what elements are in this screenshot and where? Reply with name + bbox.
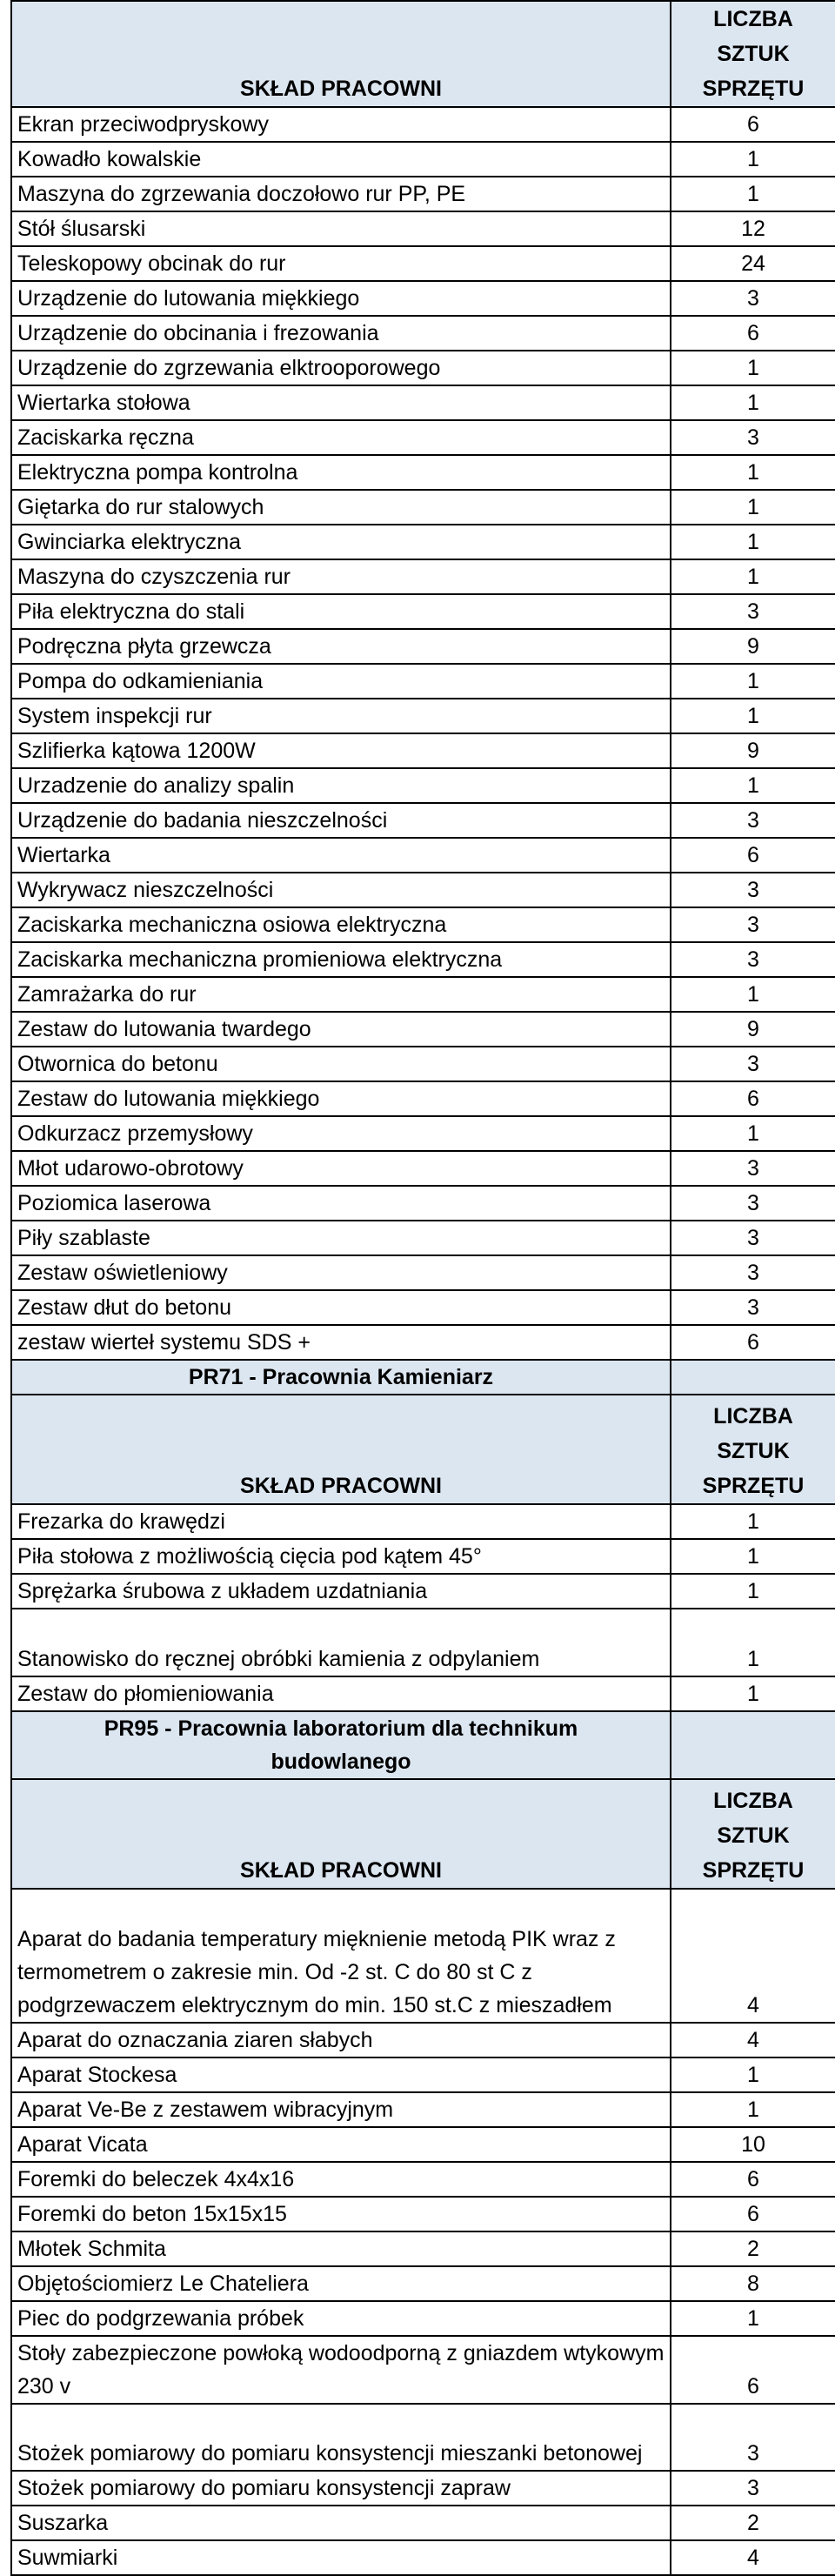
table-row — [11, 351, 835, 385]
table-row — [11, 907, 835, 942]
equipment-name: Urzadzenie do analizy spalin — [11, 768, 671, 803]
equipment-name: Maszyna do czyszczenia rur — [11, 559, 671, 594]
equipment-count: 3 — [671, 1186, 835, 1221]
table-row — [11, 1116, 835, 1151]
equipment-name: Urządzenie do badania nieszczelności — [11, 803, 671, 838]
equipment-count: 3 — [671, 873, 835, 907]
equipment-name: Ekran przeciwodpryskowy — [11, 107, 671, 142]
equipment-count: 3 — [671, 594, 835, 629]
equipment-name: Kowadło kowalskie — [11, 142, 671, 177]
equipment-count: 1 — [671, 1504, 835, 1539]
equipment-name: Zestaw dłut do betonu — [11, 1290, 671, 1325]
table-row — [11, 316, 835, 351]
equipment-name: System inspekcji rur — [11, 699, 671, 733]
table-row — [11, 490, 835, 525]
table-row — [11, 768, 835, 803]
header-count — [671, 1395, 835, 1504]
equipment-count: 1 — [671, 1609, 835, 1676]
equipment-count: 1 — [671, 142, 835, 177]
equipment-count: 1 — [671, 2301, 835, 2336]
equipment-count: 1 — [671, 2057, 835, 2092]
equipment-count: 4 — [671, 2540, 835, 2575]
header-count-line: SPRZĘTU — [702, 1474, 805, 1498]
table-row — [11, 246, 835, 281]
table-row — [11, 1290, 835, 1325]
table-row — [11, 1609, 835, 1676]
table-row — [11, 2197, 835, 2231]
equipment-name: Stół ślusarski — [11, 211, 671, 246]
table-row — [11, 2266, 835, 2301]
table-row — [11, 664, 835, 699]
equipment-name: Wiertarka — [11, 838, 671, 873]
table-row — [11, 177, 835, 211]
equipment-name: Podręczna płyta grzewcza — [11, 629, 671, 664]
table-row — [11, 2231, 835, 2266]
table-row — [11, 977, 835, 1012]
table-row — [11, 2092, 835, 2127]
equipment-name: Urządzenie do obcinania i frezowania — [11, 316, 671, 351]
table-row — [11, 2336, 835, 2404]
equipment-name: Zaciskarka mechaniczna promieniowa elektryczna — [11, 942, 671, 977]
equipment-name: Odkurzacz przemysłowy — [11, 1116, 671, 1151]
table-row — [11, 873, 835, 907]
equipment-name: Piły szablaste — [11, 1221, 671, 1255]
table-row — [11, 1012, 835, 1047]
header-count-line: LICZBA — [713, 1404, 793, 1429]
equipment-count: 24 — [671, 246, 835, 281]
equipment-name: Urządzenie do zgrzewania elktrooporowego — [11, 351, 671, 385]
equipment-count: 1 — [671, 977, 835, 1012]
header-row — [11, 1779, 835, 1889]
table-row — [11, 525, 835, 559]
equipment-count: 6 — [671, 2336, 835, 2404]
table-row — [11, 1047, 835, 1081]
table-row — [11, 2506, 835, 2540]
equipment-name: Wiertarka stołowa — [11, 385, 671, 420]
equipment-name: Foremki do beton 15x15x15 — [11, 2197, 671, 2231]
equipment-count: 3 — [671, 2404, 835, 2471]
equipment-count: 1 — [671, 1574, 835, 1609]
equipment-count: 3 — [671, 942, 835, 977]
table-row — [11, 1676, 835, 1711]
equipment-count: 1 — [671, 699, 835, 733]
header-row — [11, 1, 835, 107]
equipment-count: 6 — [671, 1325, 835, 1360]
equipment-name: Wykrywacz nieszczelności — [11, 873, 671, 907]
equipment-count: 1 — [671, 1676, 835, 1711]
equipment-name: Suwmiarki — [11, 2540, 671, 2575]
equipment-name: Foremki do beleczek 4x4x16 — [11, 2162, 671, 2197]
equipment-count: 1 — [671, 455, 835, 490]
table-row — [11, 2540, 835, 2575]
table-row — [11, 629, 835, 664]
table-row — [11, 1889, 835, 2023]
equipment-name: Otwornica do betonu — [11, 1047, 671, 1081]
equipment-name: Zestaw do lutowania twardego — [11, 1012, 671, 1047]
table-row — [11, 2023, 835, 2057]
table-row — [11, 142, 835, 177]
header-composition: SKŁAD PRACOWNI — [11, 1, 671, 107]
equipment-count: 12 — [671, 211, 835, 246]
equipment-name: Aparat Stockesa — [11, 2057, 671, 2092]
table-row — [11, 2471, 835, 2506]
header-composition: SKŁAD PRACOWNI — [11, 1779, 671, 1889]
table-row — [11, 1504, 835, 1539]
equipment-count: 3 — [671, 907, 835, 942]
equipment-name: Teleskopowy obcinak do rur — [11, 246, 671, 281]
header-count-line: SPRZĘTU — [702, 1858, 805, 1883]
equipment-name: Zestaw do lutowania miękkiego — [11, 1081, 671, 1116]
section-title-empty — [671, 1711, 835, 1779]
equipment-count: 1 — [671, 559, 835, 594]
equipment-name: Aparat do badania temperatury mięknienie metodą PIK wraz z termometrem o zakresie min. Od -2 st. C do 80 st C z podgrzewaczem elektrycznym do min. 150 st.C z mieszadłem — [11, 1889, 671, 2023]
equipment-count: 3 — [671, 420, 835, 455]
equipment-name: Młot udarowo-obrotowy — [11, 1151, 671, 1186]
header-count — [671, 1, 835, 107]
table-row — [11, 2162, 835, 2197]
equipment-name: Elektryczna pompa kontrolna — [11, 455, 671, 490]
table-row — [11, 1255, 835, 1290]
table-row — [11, 1186, 835, 1221]
equipment-count: 1 — [671, 490, 835, 525]
equipment-count: 3 — [671, 1151, 835, 1186]
table-row — [11, 455, 835, 490]
table-row — [11, 107, 835, 142]
equipment-name: Poziomica laserowa — [11, 1186, 671, 1221]
table-row — [11, 594, 835, 629]
equipment-name: Szlifierka kątowa 1200W — [11, 733, 671, 768]
equipment-count: 3 — [671, 1221, 835, 1255]
equipment-count: 6 — [671, 838, 835, 873]
equipment-count: 1 — [671, 1116, 835, 1151]
header-count-line: SZTUK — [717, 42, 790, 66]
table-row — [11, 211, 835, 246]
equipment-count: 2 — [671, 2231, 835, 2266]
table-row — [11, 1539, 835, 1574]
table-row — [11, 559, 835, 594]
equipment-count: 6 — [671, 2162, 835, 2197]
table-row — [11, 2057, 835, 2092]
header-count-line: LICZBA — [713, 1789, 793, 1813]
equipment-name: Maszyna do zgrzewania doczołowo rur PP, PE — [11, 177, 671, 211]
table-row — [11, 803, 835, 838]
equipment-name: Aparat Vicata — [11, 2127, 671, 2162]
equipment-name: Zamrażarka do rur — [11, 977, 671, 1012]
header-count-line: SZTUK — [717, 1439, 790, 1463]
equipment-count: 1 — [671, 1539, 835, 1574]
equipment-count: 6 — [671, 316, 835, 351]
equipment-count: 1 — [671, 525, 835, 559]
section-title: PR95 - Pracownia laboratorium dla technikum budowlanego — [11, 1711, 671, 1779]
equipment-count: 8 — [671, 2266, 835, 2301]
header-count — [671, 1779, 835, 1889]
table-row — [11, 1151, 835, 1186]
section-title-empty — [671, 1360, 835, 1395]
equipment-name: Stożek pomiarowy do pomiaru konsystencji zapraw — [11, 2471, 671, 2506]
equipment-name: Pompa do odkamieniania — [11, 664, 671, 699]
equipment-name: Zaciskarka ręczna — [11, 420, 671, 455]
header-count-line: SPRZĘTU — [702, 77, 805, 101]
header-composition: SKŁAD PRACOWNI — [11, 1395, 671, 1504]
table-row — [11, 1325, 835, 1360]
equipment-count: 3 — [671, 2471, 835, 2506]
equipment-name: Piła elektryczna do stali — [11, 594, 671, 629]
equipment-name: Objętościomierz Le Chateliera — [11, 2266, 671, 2301]
equipment-count: 1 — [671, 664, 835, 699]
equipment-name: Gwinciarka elektryczna — [11, 525, 671, 559]
equipment-count: 6 — [671, 2197, 835, 2231]
equipment-count: 4 — [671, 1889, 835, 2023]
table-row — [11, 2404, 835, 2471]
table-row — [11, 838, 835, 873]
equipment-count: 4 — [671, 2023, 835, 2057]
table-row — [11, 1081, 835, 1116]
equipment-name: Zestaw oświetleniowy — [11, 1255, 671, 1290]
equipment-count: 3 — [671, 1047, 835, 1081]
table-row — [11, 1574, 835, 1609]
equipment-count: 6 — [671, 1081, 835, 1116]
equipment-table — [10, 0, 835, 2576]
table-row — [11, 699, 835, 733]
equipment-name: Stożek pomiarowy do pomiaru konsystencji mieszanki betonowej — [11, 2404, 671, 2471]
equipment-name: Urządzenie do lutowania miękkiego — [11, 281, 671, 316]
table-row — [11, 420, 835, 455]
equipment-name: Suszarka — [11, 2506, 671, 2540]
table-row — [11, 942, 835, 977]
equipment-count: 3 — [671, 803, 835, 838]
equipment-count: 3 — [671, 1290, 835, 1325]
table-row — [11, 385, 835, 420]
equipment-count: 3 — [671, 1255, 835, 1290]
equipment-count: 10 — [671, 2127, 835, 2162]
equipment-name: Frezarka do krawędzi — [11, 1504, 671, 1539]
equipment-count: 9 — [671, 629, 835, 664]
section-title: PR71 - Pracownia Kamieniarz — [11, 1360, 671, 1395]
section-title-row — [11, 1360, 835, 1395]
equipment-name: Piła stołowa z możliwością cięcia pod kątem 45° — [11, 1539, 671, 1574]
equipment-count: 3 — [671, 281, 835, 316]
table-row — [11, 2301, 835, 2336]
table-row — [11, 281, 835, 316]
header-row — [11, 1395, 835, 1504]
equipment-count: 1 — [671, 385, 835, 420]
equipment-name: Sprężarka śrubowa z układem uzdatniania — [11, 1574, 671, 1609]
table-row — [11, 1221, 835, 1255]
equipment-name: Piec do podgrzewania próbek — [11, 2301, 671, 2336]
equipment-name: Stoły zabezpieczone powłoką wodoodporną z gniazdem wtykowym 230 v — [11, 2336, 671, 2404]
equipment-count: 1 — [671, 768, 835, 803]
equipment-count: 2 — [671, 2506, 835, 2540]
equipment-name: Zestaw do płomieniowania — [11, 1676, 671, 1711]
header-count-line: SZTUK — [717, 1823, 790, 1848]
equipment-count: 6 — [671, 107, 835, 142]
equipment-name: Aparat do oznaczania ziaren słabych — [11, 2023, 671, 2057]
table-row — [11, 2127, 835, 2162]
equipment-name: zestaw wierteł systemu SDS + — [11, 1325, 671, 1360]
equipment-name: Giętarka do rur stalowych — [11, 490, 671, 525]
equipment-name: Aparat Ve-Be z zestawem wibracyjnym — [11, 2092, 671, 2127]
equipment-name: Młotek Schmita — [11, 2231, 671, 2266]
equipment-count: 9 — [671, 733, 835, 768]
header-count-line: LICZBA — [713, 7, 793, 31]
equipment-count: 9 — [671, 1012, 835, 1047]
equipment-count: 1 — [671, 351, 835, 385]
equipment-name: Zaciskarka mechaniczna osiowa elektryczna — [11, 907, 671, 942]
equipment-table-body — [11, 1, 835, 2575]
equipment-name: Stanowisko do ręcznej obróbki kamienia z odpylaniem — [11, 1609, 671, 1676]
section-title-row — [11, 1711, 835, 1779]
equipment-count: 1 — [671, 2092, 835, 2127]
table-row — [11, 733, 835, 768]
equipment-count: 1 — [671, 177, 835, 211]
